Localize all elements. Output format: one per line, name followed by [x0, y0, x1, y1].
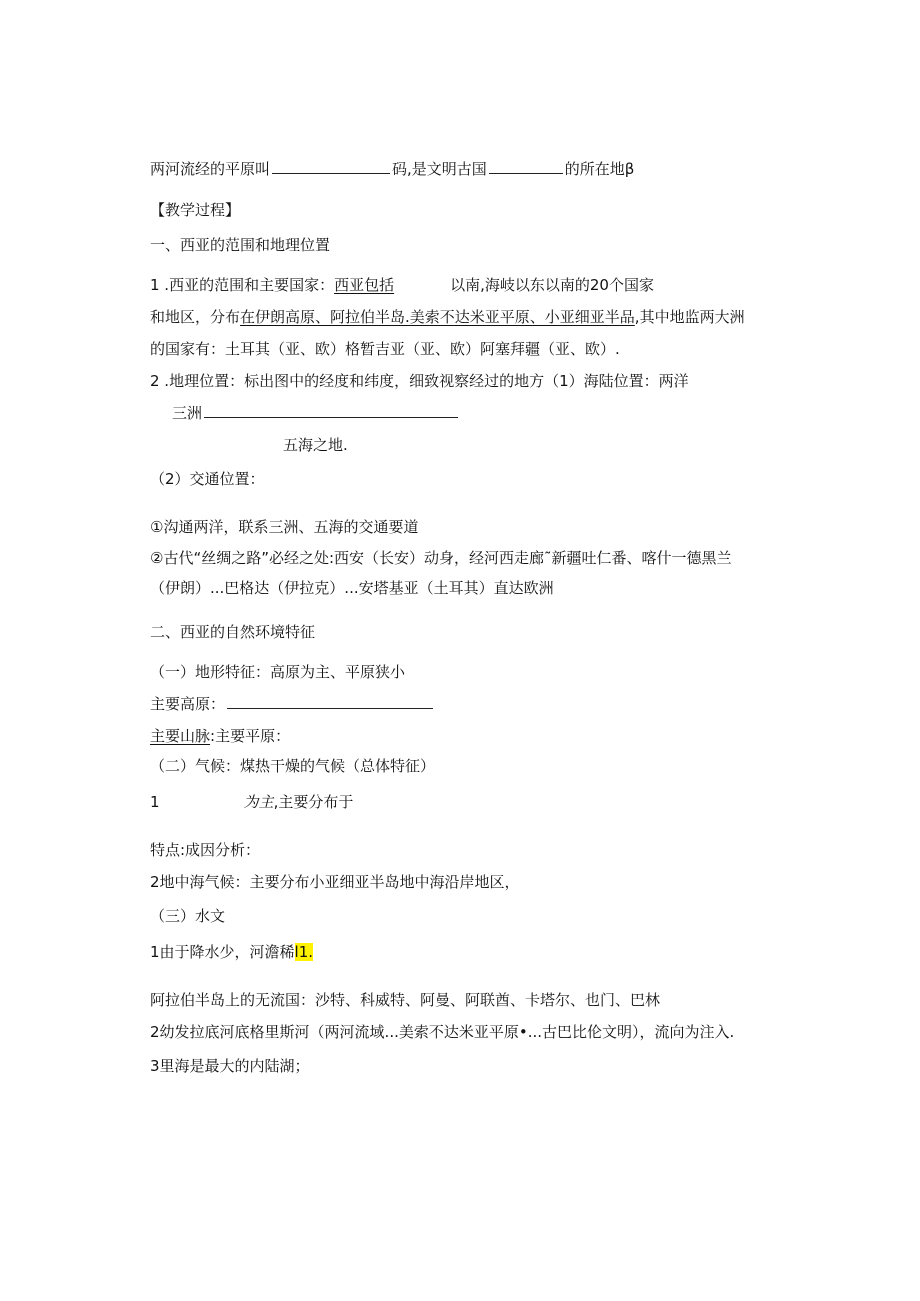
text-segment: 的所在地β [564, 160, 635, 178]
body-line [150, 307, 745, 327]
underlined-text: 西亚包括 [334, 276, 395, 294]
fill-blank [489, 159, 563, 174]
text-segment: 码,是文明古国 [392, 160, 487, 178]
section-heading: 一、西亚的范围和地理位置 [150, 236, 331, 254]
body-line: 五海之地. [283, 436, 348, 454]
text-segment: 1 .西亚的范围和主要国家： [150, 276, 335, 294]
text-segment: :主要平原： [210, 727, 291, 745]
underlined-text: 主要山脉 [150, 727, 211, 745]
intro-line [150, 159, 634, 179]
body-line [150, 942, 313, 962]
body-line: 2幼发拉底河底格里斯河（两河流域...美索不达米亚平原•...古巴比伦文明），流向为注入. [150, 1023, 735, 1041]
body-line [172, 403, 458, 423]
text-segment: 主要高原： [150, 695, 226, 713]
fill-blank [272, 159, 390, 174]
underlined-text: 在伊朗高原、阿拉伯半岛.美索不达米亚平原、小亚细亚半品 [240, 308, 635, 326]
section-heading: 【教学过程】 [150, 201, 241, 219]
body-line: （一）地形特征：高原为主、平原狭小 [150, 663, 406, 681]
text-segment: ,其中地监两大洲 [634, 308, 745, 326]
body-line [150, 694, 433, 714]
body-line [150, 726, 290, 746]
section-heading: （三）水文 [150, 907, 226, 925]
fill-blank [204, 403, 458, 418]
italic-text: 为主 [243, 793, 274, 811]
body-line: 2地中海气候：主要分布小亚细亚半岛地中海沿岸地区， [150, 873, 520, 891]
text-segment: 以南,海岐以东以南的20个国家 [450, 276, 654, 294]
body-line: 特点:成因分析： [150, 841, 261, 859]
body-line: 2 .地理位置：标出图中的经度和纬度，细致视察经过的地方（1）海陆位置：两洋 [150, 372, 689, 390]
body-line: 阿拉伯半岛上的无流国：沙特、科威特、阿曼、阿联酋、卡塔尔、也门、巴林 [150, 991, 661, 1009]
body-line: ②古代“丝绸之路”必经之处:西安（长安）动身，经河西走廊˜新疆吐仁番、喀什一德黑兰 [150, 549, 732, 567]
section-heading: 二、西亚的自然环境特征 [150, 623, 316, 641]
fill-blank [227, 694, 433, 709]
body-line: （二）气候：煤热干燥的气候（总体特征） [150, 757, 436, 775]
text-segment: 三洲 [172, 404, 203, 422]
body-line [150, 275, 654, 295]
text-segment: ,主要分布于 [273, 793, 354, 811]
body-line: 的国家有：土耳其（亚、欧）格暂吉亚（亚、欧）阿塞拜疆（亚、欧）. [150, 340, 620, 358]
highlighted-text: l1. [294, 943, 314, 961]
text-segment: 1 [150, 793, 160, 811]
body-line: ①沟通两洋，联系三洲、五海的交通要道 [150, 518, 419, 536]
body-line: （2）交通位置： [150, 470, 265, 488]
body-line: 3里海是最大的内陆湖； [150, 1057, 310, 1075]
text-segment: 和地区，分布 [150, 308, 241, 326]
body-line: （伊朗）...巴格达（伊拉克）...安塔基亚（土耳其）直达欧洲 [150, 579, 554, 597]
text-segment: 1由于降水少，河澹稀 [150, 943, 295, 961]
body-line [150, 792, 353, 812]
text-segment: 两河流经的平原叫 [150, 160, 271, 178]
